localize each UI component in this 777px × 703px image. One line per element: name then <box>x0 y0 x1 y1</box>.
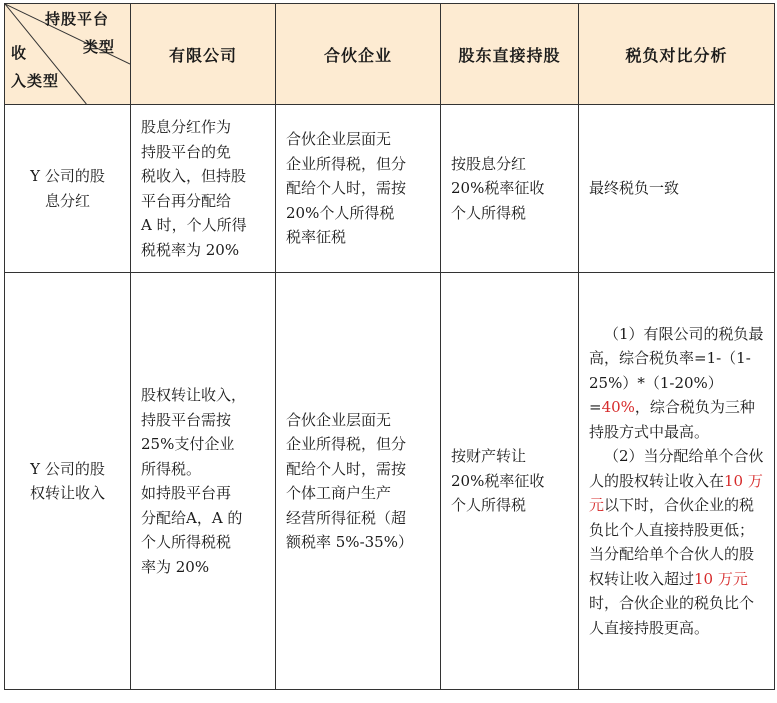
cell-transfer-partnership: 合伙企业层面无 企业所得税，但分 配给个人时，需按 个体工商户生产 经营所得征税（超 额税率 5%-35%） <box>276 273 441 690</box>
header-direct-holding: 股东直接持股 <box>441 4 579 105</box>
analysis-paragraph-1: （1）有限公司的税负最高，综合税负率=1-（1-25%）*（1-20%）=40%，综合税负为三种持股方式中最高。 <box>589 324 764 441</box>
row-label-dividend: Y 公司的股 息分红 <box>5 105 131 273</box>
header-analysis: 税负对比分析 <box>579 4 775 105</box>
cell-transfer-limited: 股权转让收入， 持股平台需按 25%支付企业 所得税。 如持股平台再 分配给A，A 的 个人所得税税 率为 20% <box>131 273 276 690</box>
tax-comparison-table <box>4 3 775 690</box>
corner-header-cell <box>5 4 131 105</box>
cell-dividend-partnership: 合伙企业层面无 企业所得税，但分 配给个人时，需按 20%个人所得税 税率征税 <box>276 105 441 273</box>
analysis-paragraph-2: （2）当分配给单个合伙人的股权转让收入在10 万元以下时，合伙企业的税负比个人直接持股更低； <box>589 447 764 539</box>
table-row <box>5 273 775 690</box>
table-row <box>5 105 775 273</box>
analysis-paragraph-3: 当分配给单个合伙人的股权转让收入超过10 万元时，合伙企业的税负比个人直接持股更高。 <box>589 545 755 637</box>
corner-mid-right: 类型 <box>83 38 116 56</box>
cell-transfer-analysis <box>579 273 775 690</box>
cell-dividend-analysis: 最终税负一致 <box>579 105 775 273</box>
header-limited-company: 有限公司 <box>131 4 276 105</box>
cell-transfer-direct: 按财产转让 20%税率征收 个人所得税 <box>441 273 579 690</box>
highlight-amount: 10 万元 <box>589 471 763 515</box>
highlight-rate: 40% <box>601 398 635 417</box>
cell-dividend-direct: 按股息分红 20%税率征收 个人所得税 <box>441 105 579 273</box>
corner-bottom-label: 入类型 <box>11 72 60 90</box>
cell-dividend-limited: 股息分红作为 持股平台的免 税收入，但持股 平台再分配给 A 时，个人所得 税税率为 20% <box>131 105 276 273</box>
row-label-equity-transfer: Y 公司的股 权转让收入 <box>5 273 131 690</box>
header-row <box>5 4 775 105</box>
header-partnership: 合伙企业 <box>276 4 441 105</box>
corner-top-label: 持股平台 <box>45 10 110 28</box>
corner-mid-left: 收 <box>11 44 28 62</box>
highlight-amount: 10 万元 <box>694 569 748 588</box>
